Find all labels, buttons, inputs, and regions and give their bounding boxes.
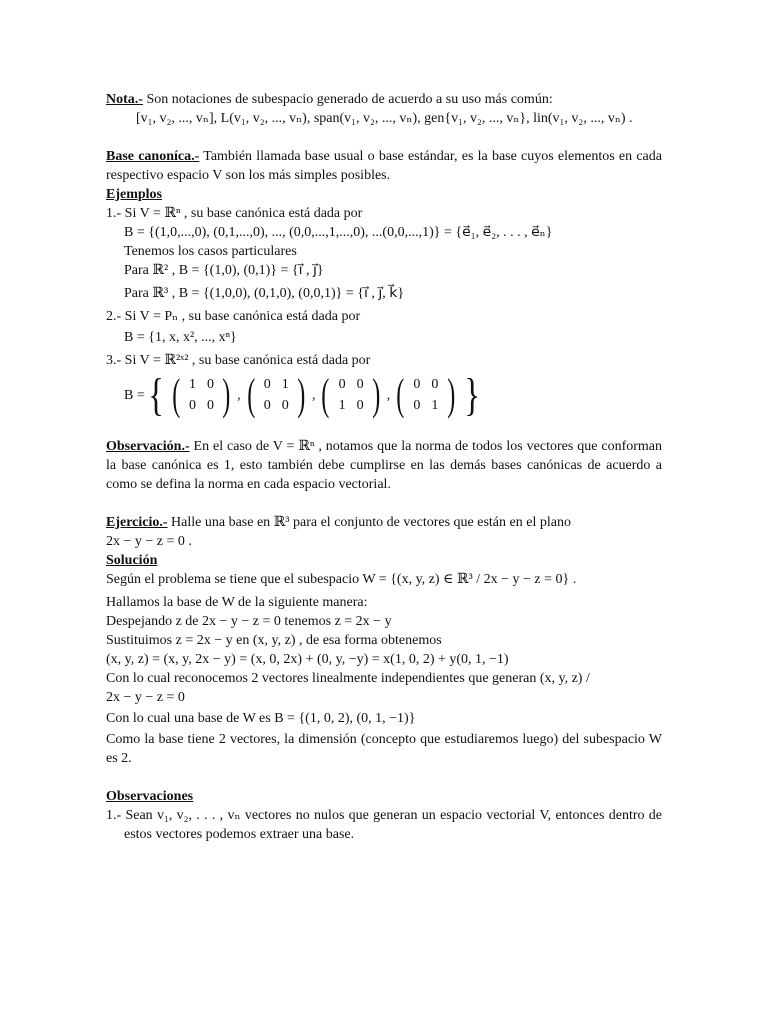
matrix-entry: 0 (206, 377, 214, 392)
observaciones-item-1: 1.- Sean v₁, v₂, . . . , vₙ vectores no nulos que generan un espacio vectorial V, entonces dentro de estos vectores podemos extraer una base. (106, 808, 662, 842)
matrix-entry: 0 (431, 377, 439, 392)
ejemplo-1-formula: B = {(1,0,...,0), (0,1,...,0), ..., (0,0,...,1,...,0), ...(0,0,...,1)} = {e⃗₁, e⃗₂, . . . , e⃗ₙ} (124, 225, 553, 240)
ejercicio-paragraph (106, 513, 662, 532)
solucion-line-5: (x, y, z) = (x, y, 2x − y) = (x, 0, 2x) + (0, y, −y) = x(1, 0, 2) + y(0, 1, −1) (106, 652, 509, 667)
ejemplo-1-cases: Tenemos los casos particulares (124, 244, 297, 259)
matrix-entry: 1 (338, 398, 346, 413)
matrix-left-paren: ( (321, 370, 330, 419)
ejemplo-2-text: 2.- Si V = Pₙ , su base canónica está dada por (106, 309, 361, 324)
close-brace: } (463, 369, 480, 420)
ejemplos-title: Ejemplos (106, 187, 162, 202)
observacion-paragraph (106, 437, 662, 494)
ejemplo-3-text: 3.- Si V = ℝ²ˣ² , su base canónica está dada por (106, 353, 371, 368)
solucion-title: Solución (106, 553, 158, 568)
base-paragraph (106, 147, 662, 185)
matrix (318, 370, 383, 419)
spacer (106, 128, 662, 147)
matrix-separator: , (311, 387, 316, 403)
matrix-right-paren: ) (447, 370, 456, 419)
matrix-entries (258, 375, 294, 415)
nota-title: Nota.- (106, 92, 143, 107)
ejercicio-text: Halle una base en ℝ³ para el conjunto de vectores que están en el plano (167, 515, 571, 530)
matrix-entry: 0 (356, 377, 364, 392)
matrix-separator: , (237, 387, 241, 403)
base-title: Base canoníca.- (106, 149, 200, 164)
ejemplo-1-text: 1.- Si V = ℝⁿ , su base canónica está dada por (106, 206, 363, 221)
matrix-separator: , (386, 387, 391, 403)
matrix-entries (333, 375, 369, 415)
matrix-list (167, 370, 461, 419)
matrix-entry: 0 (263, 377, 271, 392)
matrix-entry: 0 (206, 398, 214, 413)
solucion-line-9: Como la base tiene 2 vectores, la dimensión (concepto que estudiaremos luego) del subespacio W es 2. (106, 732, 662, 766)
matrix-left-paren: ( (246, 370, 255, 419)
ejemplo-1-r3: Para ℝ³ , B = {(1,0,0), (0,1,0), (0,0,1)} = {i⃗ , j⃗, k⃗} (124, 286, 405, 301)
matrix-entries (408, 375, 444, 415)
spacer (106, 768, 662, 787)
solucion-line-1: Según el problema se tiene que el subespacio W = {(x, y, z) ∈ ℝ³ / 2x − y − z = 0} . (106, 572, 577, 587)
matrix-basis-label: B = (124, 387, 145, 403)
matrix-entries (183, 375, 219, 415)
matrix-entry: 0 (413, 377, 421, 392)
matrix-entry: 0 (356, 398, 364, 413)
matrix-entry: 0 (281, 398, 289, 413)
matrix-right-paren: ) (222, 370, 231, 419)
ejercicio-title: Ejercicio.- (106, 515, 168, 530)
matrix-left-paren: ( (172, 370, 181, 419)
spacer (106, 418, 662, 437)
solucion-line-6: Con lo cual reconocemos 2 vectores linealmente independientes que generan (x, y, z) / (106, 671, 590, 686)
matrix-entry: 1 (431, 398, 439, 413)
matrix-basis (124, 369, 662, 420)
matrix-entry: 1 (281, 377, 289, 392)
matrix-entry: 1 (188, 377, 196, 392)
solucion-line-2: Hallamos la base de W de la siguiente manera: (106, 595, 368, 610)
matrix (393, 370, 458, 419)
matrix-right-paren: ) (297, 370, 306, 419)
matrix (169, 370, 234, 419)
matrix-right-paren: ) (372, 370, 381, 419)
ejercicio-plane: 2x − y − z = 0 . (106, 534, 192, 549)
matrix-entry: 0 (338, 377, 346, 392)
nota-text: Son notaciones de subespacio generado de acuerdo a su uso más común: (142, 92, 553, 107)
nota-formula: [v₁, v₂, ..., vₙ], L(v₁, v₂, ..., vₙ), span(v₁, v₂, ..., vₙ), gen{v₁, v₂, ..., vₙ}, lin(v₁, v₂, ..., vₙ) . (136, 111, 633, 126)
matrix (244, 370, 309, 419)
ejemplo-1-r2: Para ℝ² , B = {(1,0), (0,1)} = {i⃗ , j⃗} (124, 263, 324, 278)
nota-paragraph (106, 90, 662, 109)
observacion-text: En el caso de V = ℝⁿ , notamos que la norma de todos los vectores que conforman la base canónica es 1, esto también debe cumplirse en las demás bases canónicas de acuerdo a como se defina la norma en cada espacio vectorial. (106, 439, 662, 492)
matrix-left-paren: ( (396, 370, 405, 419)
solucion-line-7: 2x − y − z = 0 (106, 690, 185, 705)
matrix-entry: 0 (413, 398, 421, 413)
ejemplo-2-formula: B = {1, x, x², ..., xⁿ} (124, 330, 237, 345)
observacion-title: Observación.- (106, 439, 190, 454)
matrix-entry: 0 (188, 398, 196, 413)
matrix-entry: 0 (263, 398, 271, 413)
solucion-line-8: Con lo cual una base de W es B = {(1, 0, 2), (0, 1, −1)} (106, 711, 416, 726)
observaciones-title: Observaciones (106, 789, 194, 804)
document-page (106, 90, 662, 844)
open-brace: { (148, 369, 164, 420)
solucion-line-4: Sustituimos z = 2x − y en (x, y, z) , de esa forma obtenemos (106, 633, 442, 648)
solucion-line-3: Despejando z de 2x − y − z = 0 tenemos z = 2x − y (106, 614, 392, 629)
base-text: También llamada base usual o base estándar, es la base cuyos elementos en cada respectivo espacio V son los más simples posibles. (106, 149, 662, 183)
spacer (106, 494, 662, 513)
